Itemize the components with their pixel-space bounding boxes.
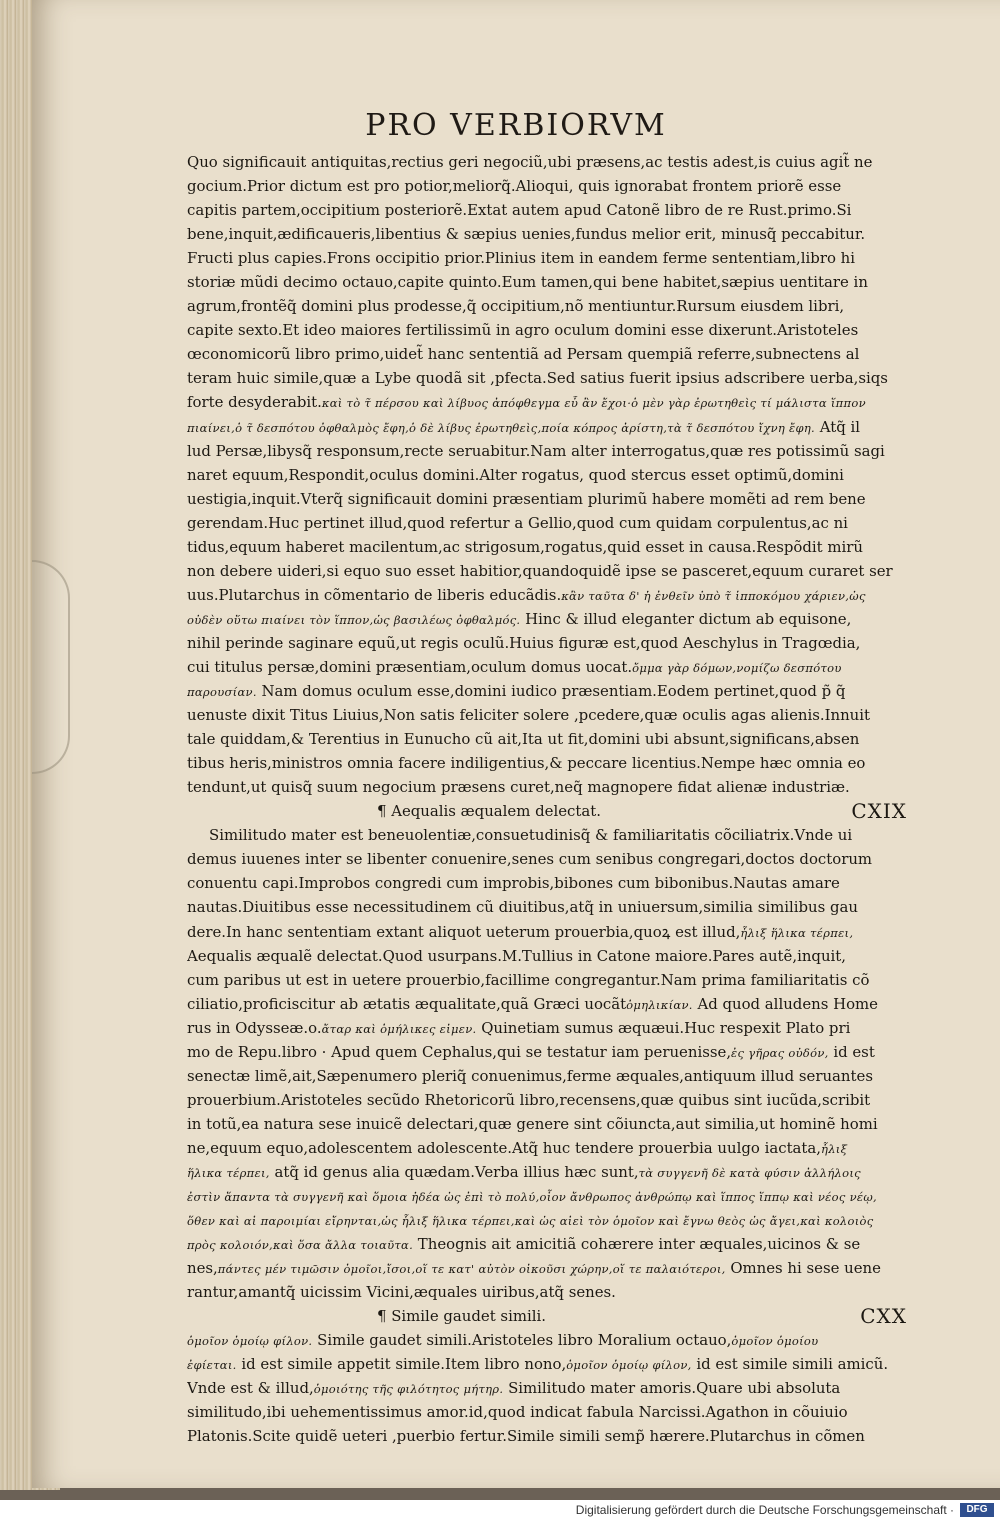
greek-text: ὁμοιότης τῆς φιλότητος μήτηρ. [313,1382,504,1397]
latin-text: capitis partem,occipitium posteriorẽ.Extat autem apud Catonẽ libro de re Rust.primo.Si [187,201,852,220]
latin-text: tale quiddam,& Terentius in Eunucho cũ ait,Ita ut fit,domini ubi absunt,significans,absen [187,730,860,749]
latin-text: uestigia,inquit.Vterq̃ significauit domini præsentiam plurimũ habere momẽti ad rem bene [187,489,866,508]
text-line [187,992,907,1016]
latin-text: Theognis ait amicitiã cohærere inter æquales,uicinos & se [417,1235,861,1254]
text-line [187,390,907,414]
latin-text: Quo significauit antiquitas,rectius geri negociũ,ubi præsens,ac testis adest,is cuius agit̃ ne [187,153,873,171]
latin-text: ciliatio,proficiscitur ab ætatis æqualitate,quã Græci uocãt [187,994,627,1013]
text-line [187,366,907,390]
text-line [187,703,907,727]
latin-text: forte desyderabit. [187,393,322,412]
latin-text: ne,equum equo,adolescentem adolescente.Atq̃ huc tendere prouerbia uulgo iactata, [187,1138,822,1157]
section-title-text: ¶ Aequalis æqualem delectat. [377,802,601,821]
latin-text: rantur,amantq̃ uicissim Vicini,æquales uiribus,atq̃ senes. [187,1283,616,1302]
text-line [187,1088,907,1112]
latin-text: prouerbium.Aristoteles secũdo Rhetoricorũ libro,recensens,quæ quibus sint iucũda,scribit [187,1090,871,1109]
text-line [187,559,907,583]
latin-text: atq̃ id genus alia quædam.Verba illius hæc sunt, [274,1162,639,1181]
latin-text: Aequalis æqualẽ delectat.Quod usurpans.M.Tullius in Catone maiore.Pares autẽ,inquit, [187,946,847,965]
greek-text: ἧλιξ [821,1141,848,1156]
text-line [187,1376,907,1400]
greek-text: πρὸς κολοιόν,καὶ ὅσα ἄλλα τοιαῦτα. [187,1238,414,1253]
text-line [187,1112,907,1136]
latin-text: uus.Plutarchus in cõmentario de liberis educãdis. [187,585,562,604]
greek-text: ἐς γῆρας οὐδόν, [731,1045,829,1060]
text-line [187,1208,907,1232]
latin-text: nautas.Diuitibus esse necessitudinem cũ diuitibus,atq̃ in uniuersum,similia similibus gau [187,898,859,917]
latin-text: id est simile appetit simile.Item libro nono, [241,1355,567,1374]
latin-text: tendunt,ut quisq̃ suum negocium præsens curet,neq̃ magnopere fidat alienæ industriæ. [187,778,850,797]
latin-text: teram huic simile,quæ a Lybe quodã sit ,pfecta.Sed satius fuerit ipsius adscribere uerba,siqs [187,369,888,388]
greek-text: ἥλικα τέρπει, [187,1165,270,1180]
latin-text: Vnde est & illud, [187,1379,314,1398]
latin-text: Hinc & illud eleganter dictum ab equisone, [525,609,852,628]
text-line [187,415,907,439]
section-title [187,1304,907,1328]
text-line [187,1352,907,1376]
greek-text: ἧλιξ ἥλικα τέρπει, [740,925,854,940]
text-line [187,294,907,318]
text-line [187,1136,907,1160]
latin-text: capite sexto.Et ideo maiores fertilissimũ in agro oculum domini esse dixerunt.Aristoteles [187,321,859,340]
latin-text: similitudo,ibi uehementissimus amor.id,quod indicat fabula Narcissi.Agathon in cõuiuio [187,1403,848,1422]
text-line [187,1016,907,1040]
latin-text: Similitudo mater est beneuolentiæ,consuetudinisq̃ & familiaritatis cõciliatrix.Vnde ui [209,826,853,845]
latin-text: Nam domus oculum esse,domini iudico præsentiam.Eodem pertinet,quod p̃ q̃ [261,682,846,701]
latin-text: agrum,frontẽq̃ domini plus prodesse,q̃ occipitium,nõ mentiuntur.Rursum eiusdem libri, [187,297,845,316]
text-line [187,342,907,366]
text-line [187,318,907,342]
latin-text: in totũ,ea natura sese inuicẽ delectari,quæ genere sint cõiuncta,aut similia,ut hominẽ homi [187,1114,878,1133]
latin-text: mo de Repu.libro · Apud quem Cephalus,qui se testatur iam peruenisse, [187,1042,732,1061]
text-line [187,775,907,799]
latin-text: Fructi plus capies.Frons occipitio prior.Plinius item in eandem ferme sententiam,libro hi [187,249,856,268]
latin-text: Platonis.Scite quidẽ ueteri ,puerbio fertur.Simile simili semp̃ hærere.Plutarchus in cõmen [187,1427,865,1446]
greek-text: ὁμοῖον ὁμοίῳ φίλον, [566,1358,692,1373]
latin-text: uenuste dixit Titus Liuius,Non satis feliciter solere ,pcedere,quæ oculis agas alienis.Innuit [187,706,871,725]
latin-text: conuentu capi.Improbos congredi cum improbis,bibones cum bibonibus.Nautas amare [187,874,840,893]
text-line [187,895,907,919]
text-line [187,944,907,968]
text-line [187,246,907,270]
greek-text: τὰ συγγενῆ δὲ κατὰ φύσιν ἀλλήλοις [638,1165,861,1180]
text-line [187,583,907,607]
text-line [187,679,907,703]
text-line [187,1328,907,1352]
latin-text: naret equum,Respondit,oculus domini.Alter rogatus, quod stercus esset optimũ,domini [187,465,844,484]
greek-text: ἄταρ καὶ ὁμήλικες εἰμεν. [321,1021,477,1036]
text-line [187,727,907,751]
text-line [187,968,907,992]
greek-text: ἐφίεται. [187,1358,237,1373]
text-block [187,150,907,1449]
text-line [187,487,907,511]
latin-text: tidus,equum haberet macilentum,ac strigosum,rogatus,quid esset in causa.Respõdit mirũ [187,537,863,556]
text-line [187,1424,907,1448]
greek-text: ἐστὶν ἅπαντα τὰ συγγενῆ καὶ ὅμοια ἡδέα ὡς ἐπὶ τὸ πολύ,οἷον ἄνθρωπος ἀνθρώπῳ καὶ ἵππος ἵππῳ καὶ νέος νέῳ, [187,1190,877,1205]
latin-text: dere.In hanc sententiam extant aliquot ueterum prouerbia,quoꝝ est illud, [187,922,741,941]
text-line [187,631,907,655]
greek-text: ὄμμα γὰρ δόμων,νομίζω δεσπότου [632,660,842,675]
greek-text: πάντες μέν τιμῶσιν ὁμοῖοι,ἴσοι,οἵ τε κατ' αὐτὸν οἰκοῦσι χώρην,οἵ τε παλαιότεροι, [217,1262,726,1277]
text-line [187,823,907,847]
greek-text: ὁμοῖον ὁμοίῳ φίλον. [187,1334,313,1349]
latin-text: id est simile simili amicũ. [696,1355,889,1374]
text-line [187,920,907,944]
latin-text: Quinetiam sumus æquæui.Huc respexit Plato pri [481,1018,851,1037]
latin-text: Ad quod alludens Home [697,994,878,1013]
dfg-logo[interactable]: DFG [960,1503,994,1517]
text-line [187,150,907,174]
footer-credit: Digitalisierung gefördert durch die Deutsche Forschungsgemeinschaft · [575,1503,954,1517]
greek-text: ὅθεν καὶ αἱ παροιμίαι εἴρηνται,ὡς ἧλιξ ἥλικα τέρπει,καὶ ὡς αἰεὶ τὸν ὁμοῖον καὶ ἔγνω θεὸς ὡς ἄγει,καὶ κολοιὸς [187,1214,874,1229]
section-title [187,799,907,823]
digitization-footer [0,1500,1000,1521]
latin-text: storiæ mũdi decimo octauo,capite quinto.Eum tamen,qui bene habitet,sæpius uentitare in [187,273,868,292]
latin-text: Simile gaudet simili.Aristoteles libro Moralium octauo, [317,1331,732,1350]
text-line [187,463,907,487]
text-line [187,222,907,246]
latin-text: nes, [187,1259,218,1278]
text-line [187,1400,907,1424]
running-head: PRO VERBIORVM [365,108,667,143]
latin-text: bene,inquit,ædificaueris,libentius & sæpius uenies,fundus melior erit, minusq̃ peccabitur. [187,225,866,244]
latin-text: tibus heris,ministros omnia facere indiligentius,& peccare licentius.Nempe hæc omnia eo [187,754,866,773]
latin-text: gerendam.Huc pertinet illud,quod refertur a Gellio,quod cum quidam corpulentus,ac ni [187,513,848,532]
text-line [187,1160,907,1184]
text-line [187,270,907,294]
text-line [187,511,907,535]
text-line [187,1184,907,1208]
latin-text: gocium.Prior dictum est pro potior,meliorq̃.Alioqui, quis ignorabat frontem priorẽ esse [187,177,842,196]
greek-text: κἂν ταῦτα δ' ἡ ἐνθεῖν ὑπὸ τ̃ ἱπποκόμου χάριεν,ὡς [561,588,866,603]
text-line [187,1280,907,1304]
chapter-number: CXIX [851,799,907,824]
text-line [187,174,907,198]
latin-text: cui titulus persæ,domini præsentiam,oculum domus uocat. [187,657,633,676]
text-line [187,1040,907,1064]
text-line [187,1256,907,1280]
latin-text: rus in Odysseæ.o. [187,1018,322,1037]
greek-text: οὐδὲν οὕτω πιαίνει τὸν ἵππον,ὡς βασιλέως ὀφθαλμός. [187,612,521,627]
paper-clip-mark [32,560,70,774]
chapter-number: CXX [860,1304,907,1329]
latin-text: Similitudo mater amoris.Quare ubi absoluta [508,1379,841,1398]
latin-text: œconomicorũ libro primo,uidet̃ hanc sententiã ad Persam quempiã referre,subnectens al [187,345,860,364]
latin-text: id est [833,1042,875,1061]
text-line [187,847,907,871]
text-line [187,655,907,679]
latin-text: senectæ limẽ,ait,Sæpenumero pleriq̃ conuenimus,ferme æquales,antiquum illud seruantes [187,1066,873,1085]
greek-text: πιαίνει,ὁ τ̃ δεσπότου ὀφθαλμὸς ἔφη,ὁ δὲ λίβυς ἐρωτηθεὶς,ποία κόπρος ἀρίστη,τὰ τ̃ δεσπότου ἴχνη ἔφη. [187,420,816,435]
text-line [187,1232,907,1256]
latin-text: lud Persæ,libysq̃ responsum,recte seruabitur.Nam alter interrogatus,quæ res potissimũ sagi [187,441,885,460]
text-line [187,198,907,222]
text-line [187,751,907,775]
greek-text: καὶ τὸ τ̃ πέρσου καὶ λίβυος ἀπόφθεγμα εὖ ἂν ἔχοι·ὁ μὲν γὰρ ἐρωτηθεὶς τί μάλιστα ἵππον [321,396,866,411]
greek-text: ὁμοῖον ὁμοίου [731,1334,819,1349]
latin-text: nihil perinde saginare equũ,ut regis oculũ.Huius figuræ est,quod Aeschylus in Tragœdia, [187,633,861,652]
section-title-text: ¶ Simile gaudet simili. [377,1307,546,1326]
text-line [187,607,907,631]
greek-text: παρουσίαν. [187,685,257,700]
text-line [187,871,907,895]
latin-text: Omnes hi sese uene [730,1259,881,1278]
latin-text: cum paribus ut est in uetere prouerbio,facillime congregantur.Nam prima familiaritatis cõ [187,970,870,989]
text-line [187,439,907,463]
greek-text: ὁμηλικίαν. [626,997,693,1012]
latin-text: Atq̃ il [819,417,861,436]
latin-text: demus iuuenes inter se libenter conuenire,senes cum senibus congregari,doctos doctorum [187,850,873,869]
latin-text: non debere uideri,si equo suo esset habitior,quandoquidẽ ipse se pasceret,equum curaret ser [187,561,893,580]
text-line [187,535,907,559]
text-line [187,1064,907,1088]
